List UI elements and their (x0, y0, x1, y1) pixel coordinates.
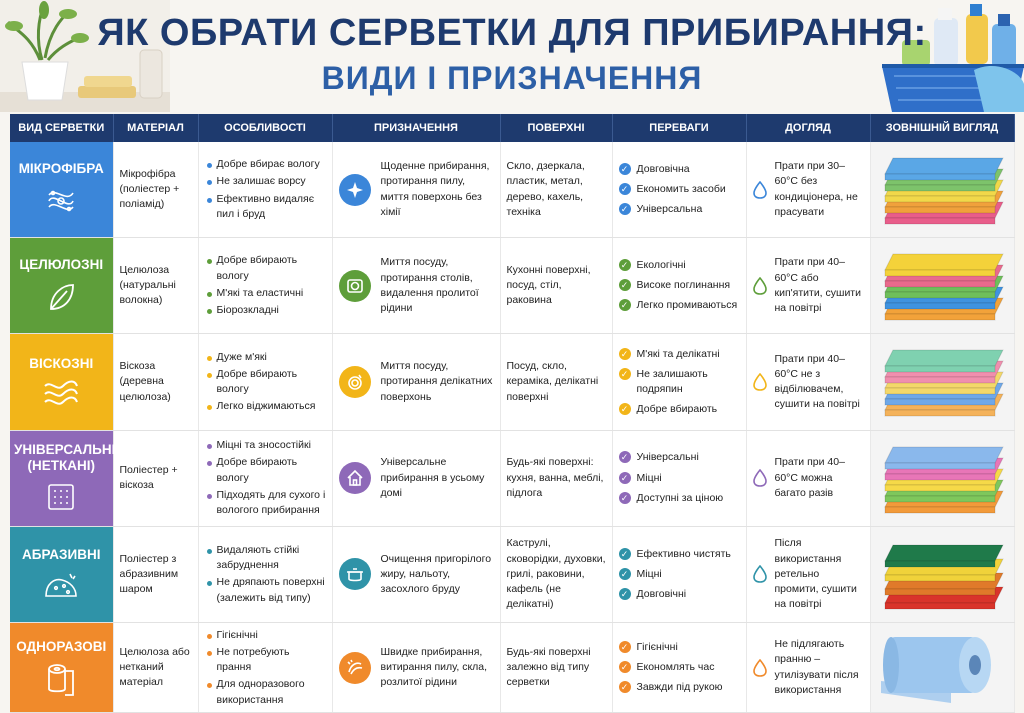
check-icon: ✓ (619, 472, 631, 484)
purpose-cell (332, 142, 500, 238)
column-header: ПРИЗНАЧЕННЯ (332, 114, 500, 142)
feature-item: Для одноразового використання (205, 677, 326, 707)
check-icon: ✓ (619, 681, 631, 693)
wipe-icon (339, 652, 371, 684)
check-icon: ✓ (619, 183, 631, 195)
check-icon: ✓ (619, 492, 631, 504)
table-row (10, 430, 1014, 526)
feature-item: Добре вбирають вологу (205, 253, 326, 283)
type-name: ОДНОРАЗОВІ (16, 638, 107, 654)
advantages-cell (612, 142, 746, 238)
care-cell (746, 238, 870, 334)
look-cell (870, 238, 1014, 334)
care-cell (746, 142, 870, 238)
check-icon: ✓ (619, 451, 631, 463)
feature-item: Добре вбирає вологу (205, 157, 326, 172)
purpose-cell (332, 238, 500, 334)
purpose-cell (332, 334, 500, 430)
purpose-cell (332, 623, 500, 713)
comparison-table (10, 114, 1015, 713)
water-drop-icon (753, 181, 767, 199)
type-cell (10, 142, 113, 238)
purpose-text: Універсальне прибирання в усьому домі (380, 456, 485, 499)
table-header (10, 114, 1014, 142)
table-row (10, 334, 1014, 430)
sponge-icon (14, 570, 109, 602)
material-cell: Поліестер + віскоза (113, 430, 198, 526)
advantages-cell (612, 623, 746, 713)
features-cell (198, 430, 332, 526)
feature-item: Добре вбирають вологу (205, 367, 326, 397)
table-row (10, 238, 1014, 334)
feature-item: Легко віджимаються (205, 399, 326, 414)
check-icon: ✓ (619, 203, 631, 215)
cloth-stack-illustration (871, 334, 1015, 424)
type-name: УНІВЕРСАЛЬНІ (НЕТКАНІ) (14, 442, 116, 474)
advantage-item: ✓ Високе поглинання (619, 278, 740, 293)
cloth-stack-illustration (871, 142, 1015, 232)
surfaces-cell: Кухонні поверхні, посуд, стіл, раковина (500, 238, 612, 334)
purpose-text: Щоденне прибирання, протирання пилу, миття поверхонь без хімії (380, 160, 490, 218)
page-title: ЯК ОБРАТИ СЕРВЕТКИ ДЛЯ ПРИБИРАННЯ: (97, 12, 927, 54)
feature-item: Міцні та зносостійкі (205, 438, 326, 453)
care-cell (746, 526, 870, 622)
surfaces-cell: Будь-які поверхні залежно від типу серветки (500, 623, 612, 713)
advantages-cell (612, 526, 746, 622)
column-header: ПЕРЕВАГИ (612, 114, 746, 142)
water-drop-icon (753, 565, 767, 583)
cloth-stack-illustration (871, 238, 1015, 328)
advantages-cell (612, 334, 746, 430)
features-cell (198, 334, 332, 430)
type-cell (10, 334, 113, 430)
type-cell (10, 430, 116, 526)
column-header: МАТЕРІАЛ (113, 114, 198, 142)
material-cell: Мікрофібра (поліестер + поліамід) (113, 142, 198, 238)
paper-roll-icon (14, 661, 109, 697)
feature-item: Добре вбирають вологу (205, 455, 326, 485)
feature-item: Не дряпають поверхні (залежить від типу) (205, 575, 326, 605)
check-icon: ✓ (619, 548, 631, 560)
care-text: Прати при 40–60°C можна багато разів (774, 456, 845, 499)
surfaces-cell: Скло, дзеркала, пластик, метал, дерево, кахель, техніка (500, 142, 612, 238)
sparkle-icon (339, 174, 371, 206)
check-icon: ✓ (619, 588, 631, 600)
water-drop-icon (753, 373, 767, 391)
advantage-item: ✓ Доступні за ціною (619, 491, 740, 506)
look-cell (870, 430, 1014, 526)
purpose-text: Очищення пригорілого жиру, нальоту, засохлого бруду (380, 552, 492, 596)
type-cell (10, 623, 113, 713)
feature-item: Гігієнічні (205, 628, 326, 643)
material-cell: Целюлоза або нетканий матеріал (113, 623, 198, 713)
feature-item: Не залишає ворсу (205, 174, 326, 189)
check-icon: ✓ (619, 348, 631, 360)
surfaces-cell: Каструлі, сковорідки, духовки, грилі, раковини, кафель (не делікатні) (500, 526, 612, 622)
column-header: ЗОВНІШНІЙ ВИГЛЯД (870, 114, 1014, 142)
look-cell (870, 142, 1014, 238)
feature-item: Ефективно видаляє пил і бруд (205, 192, 326, 222)
features-cell (198, 142, 332, 238)
column-header: ВИД СЕРВЕТКИ (10, 114, 113, 142)
plate-icon (339, 366, 371, 398)
look-cell (870, 526, 1014, 622)
type-name: ВІСКОЗНІ (29, 355, 94, 371)
advantage-item: ✓ Міцні (619, 567, 740, 582)
microfiber-icon (14, 183, 109, 219)
advantage-item: ✓ Легко промиваються (619, 298, 740, 313)
care-text: Після використання ретельно промити, сушити на повітрі (774, 537, 857, 611)
table-row (10, 142, 1014, 238)
check-icon: ✓ (619, 661, 631, 673)
house-icon (339, 462, 371, 494)
advantage-item: ✓ Економлять час (619, 660, 740, 675)
care-text: Прати при 40–60°C або кип'ятити, сушити на повітрі (774, 256, 861, 315)
check-icon: ✓ (619, 568, 631, 580)
advantage-item: ✓ Довговічні (619, 587, 740, 602)
advantage-item: ✓ Ефективно чистять (619, 547, 740, 562)
purpose-cell (332, 430, 500, 526)
features-cell (198, 623, 332, 713)
check-icon: ✓ (619, 403, 631, 415)
advantage-item: ✓ Добре вбирають (619, 402, 740, 417)
purpose-text: Миття посуду, протирання делікатних поверхонь (380, 360, 493, 403)
table-row (10, 526, 1014, 622)
feature-item: Видаляють стійкі забруднення (205, 543, 326, 573)
check-icon: ✓ (619, 641, 631, 653)
advantage-item: ✓ Екологічні (619, 258, 740, 273)
feature-item: Підходять для сухого і вологого прибирання (205, 488, 326, 518)
care-text: Прати при 30–60°C без кондиціонера, не прасувати (774, 160, 858, 218)
feature-item: Біорозкладні (205, 303, 326, 318)
look-cell (870, 623, 1014, 713)
page-subtitle: ВИДИ І ПРИЗНАЧЕННЯ (321, 60, 703, 96)
pot-icon (339, 558, 371, 590)
column-header: ОСОБЛИВОСТІ (198, 114, 332, 142)
surfaces-cell: Будь-які поверхні: кухня, ванна, меблі, підлога (500, 430, 612, 526)
care-cell (746, 430, 870, 526)
care-text: Прати при 40–60°C не з відбілювачем, сушити на повітрі (774, 352, 860, 411)
care-text: Не підлягають пранню – утилізувати після використання (774, 638, 859, 696)
cloth-stack-illustration (871, 431, 1015, 521)
feature-item: Дуже м'які (205, 350, 326, 365)
check-icon: ✓ (619, 368, 631, 380)
features-cell (198, 526, 332, 622)
water-drop-icon (753, 277, 767, 295)
purpose-text: Швидке прибирання, витирання пилу, скла, розлитої рідини (380, 645, 488, 689)
advantage-item: ✓ Економить засоби (619, 182, 740, 197)
advantage-item: ✓ Універсальні (619, 450, 740, 465)
material-cell: Віскоза (деревна целюлоза) (113, 334, 198, 430)
advantage-item: ✓ М'які та делікатні (619, 347, 740, 362)
leaf-icon (14, 279, 109, 315)
advantage-item: ✓ Завжди під рукою (619, 680, 740, 695)
advantages-cell (612, 238, 746, 334)
cloth-stack-illustration (871, 527, 1015, 617)
type-name: ЦЕЛЮЛОЗНІ (19, 256, 104, 272)
type-cell (10, 526, 113, 622)
paper-roll-illustration (871, 623, 1015, 707)
material-cell: Поліестер з абразивним шаром (113, 526, 198, 622)
check-icon: ✓ (619, 279, 631, 291)
column-header: ПОВЕРХНІ (500, 114, 612, 142)
feature-item: Не потребують прання (205, 645, 326, 675)
advantage-item: ✓ Гігієнічні (619, 640, 740, 655)
care-cell (746, 334, 870, 430)
advantage-item: ✓ Універсальна (619, 202, 740, 217)
water-drop-icon (753, 469, 767, 487)
type-name: АБРАЗИВНІ (22, 547, 101, 563)
look-cell (870, 334, 1014, 430)
fabric-icon (14, 480, 109, 514)
advantage-item: ✓ Міцні (619, 471, 740, 486)
purpose-text: Миття посуду, протирання столів, видалення пролитої рідини (380, 256, 479, 315)
feature-item: М'які та еластичні (205, 286, 326, 301)
type-name: МІКРОФІБРА (18, 160, 104, 176)
dishes-icon (339, 270, 371, 302)
features-cell (198, 238, 332, 334)
purpose-cell (332, 526, 500, 622)
advantage-item: ✓ Не залишають подряпин (619, 367, 740, 397)
advantage-item: ✓ Довговічна (619, 162, 740, 177)
surfaces-cell: Посуд, скло, кераміка, делікатні поверхні (500, 334, 612, 430)
column-header: ДОГЛЯД (746, 114, 870, 142)
care-cell (746, 623, 870, 713)
check-icon: ✓ (619, 259, 631, 271)
advantages-cell (612, 430, 746, 526)
table-row (10, 623, 1014, 713)
water-drop-icon (753, 659, 767, 677)
check-icon: ✓ (619, 299, 631, 311)
type-cell (10, 238, 113, 334)
waves-icon (14, 378, 109, 408)
check-icon: ✓ (619, 163, 631, 175)
material-cell: Целюлоза (натуральні волокна) (113, 238, 198, 334)
